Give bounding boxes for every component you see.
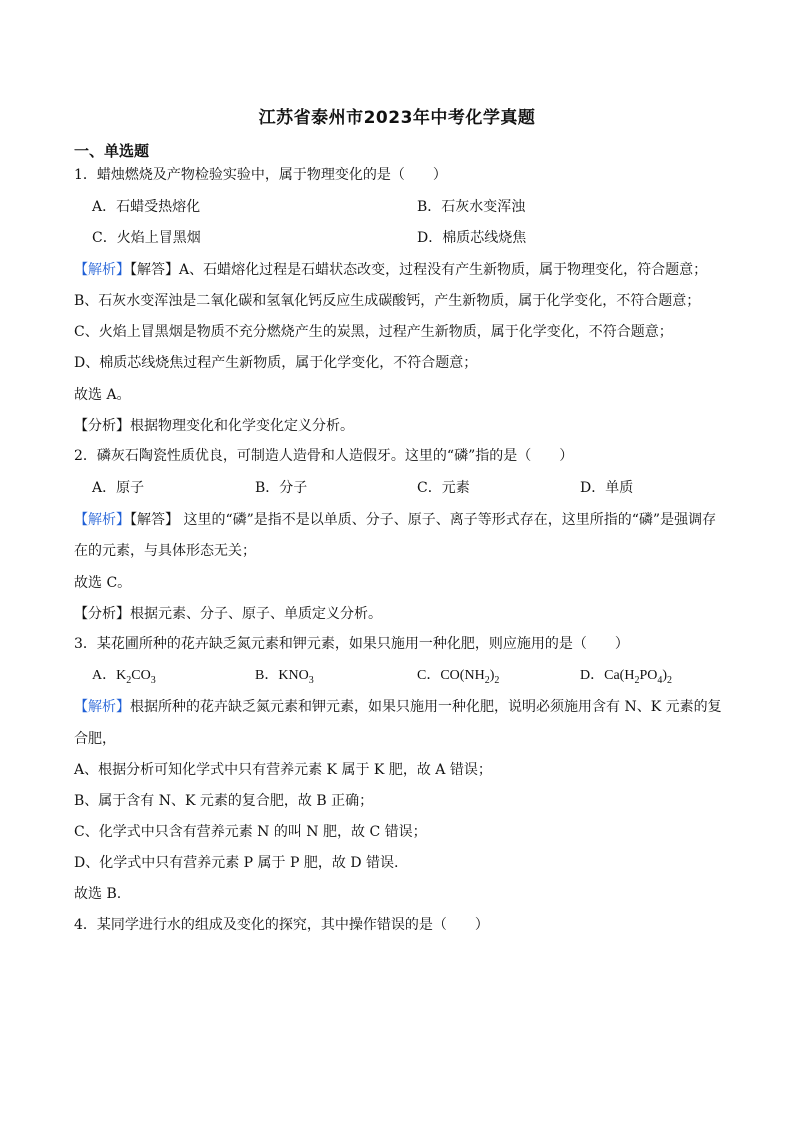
page-title: 江苏省泰州市2023年中考化学真题 [258, 108, 536, 128]
question-1-solution-line: 【解析】【解答】A、石蜡熔化过程是石蜡状态改变，过程没有产生新物质，属于物理变化，符合题意； [74, 262, 708, 278]
question-3-solution-line: B、属于含有 N、K 元素的复合肥，故 B 正确； [74, 793, 374, 809]
question-3-option-c: C．$CO(NH_2)_2$ [417, 668, 500, 686]
question-1-answer: 故选 A。 [74, 387, 131, 403]
section-heading: 一、单选题 [74, 142, 150, 160]
question-1-option-c: C．火焰上冒黑烟 [92, 230, 201, 246]
question-3-solution-line: 合肥， [74, 731, 116, 747]
question-2-stem: 2．磷灰石陶瓷性质优良，可制造人造骨和人造假牙。这里的“磷”指的是（ ） [74, 448, 574, 464]
analysis-tag: 【解析】 [74, 699, 130, 715]
question-2-option-c: C．元素 [417, 480, 470, 496]
question-1-option-b: B．石灰水变浑浊 [417, 199, 526, 215]
question-3-solution-line: C、化学式中只含有营养元素 N 的叫 N 肥，故 C 错误； [74, 824, 427, 840]
question-4-stem: 4．某同学进行水的组成及变化的探究，其中操作错误的是（ ） [74, 917, 489, 933]
question-3-solution-line: A、根据分析可知化学式中只有营养元素 K 属于 K 肥，故 A 错误； [74, 762, 492, 778]
question-2-solution-line: 【解析】【解答】 这里的“磷”是指不是以单质、分子、原子、离子等形式存在，这里所指的“磷”是强调存 [74, 512, 717, 528]
analysis-tag: 【解析】 [74, 262, 130, 278]
question-3-stem: 3．某花圃所种的花卉缺乏氮元素和钾元素，如果只施用一种化肥，则应施用的是（ ） [74, 636, 629, 652]
question-1-stem: 1．蜡烛燃烧及产物检验实验中，属于物理变化的是（ ） [74, 167, 447, 183]
question-1-option-a: A．石蜡受热熔化 [92, 199, 201, 215]
question-2-option-b: B．分子 [255, 480, 308, 496]
question-1-solution-line: B、石灰水变浑浊是二氧化碳和氢氧化钙反应生成碳酸钙，产生新物质，属于化学变化，不符合题意； [74, 293, 701, 309]
question-2-solution-line: 在的元素，与具体形态无关； [74, 543, 256, 559]
question-1-solution-line: D、棉质芯线烧焦过程产生新物质，属于化学变化，不符合题意； [74, 355, 478, 371]
question-1-option-d: D．棉质芯线烧焦 [417, 230, 527, 246]
question-3-option-d: D．$Ca(H_2PO_4)_2$ [580, 668, 673, 686]
question-3-option-b: B．$KNO_3$ [255, 668, 314, 686]
question-1-solution-line: C、火焰上冒黑烟是物质不充分燃烧产生的炭黑，过程产生新物质，属于化学变化，不符合题意； [74, 324, 673, 340]
question-3-solution-line: D、化学式中只有营养元素 P 属于 P 肥，故 D 错误. [74, 855, 399, 871]
question-3-solution-line: 【解析】根据所种的花卉缺乏氮元素和钾元素，如果只施用一种化肥，说明必须施用含有 N、K 元素的复 [74, 699, 722, 715]
question-2-analysis: 【分析】根据元素、分子、原子、单质定义分析。 [74, 606, 382, 622]
question-3-answer: 故选 B. [74, 886, 122, 902]
question-1-analysis: 【分析】根据物理变化和化学变化定义分析。 [74, 418, 354, 434]
analysis-tag: 【解析】 [74, 512, 130, 528]
question-2-option-a: A．原子 [92, 480, 145, 496]
question-3-option-a: A．$K_2CO_3$ [92, 668, 156, 686]
question-2-option-d: D．单质 [580, 480, 634, 496]
question-2-answer: 故选 C。 [74, 575, 132, 591]
